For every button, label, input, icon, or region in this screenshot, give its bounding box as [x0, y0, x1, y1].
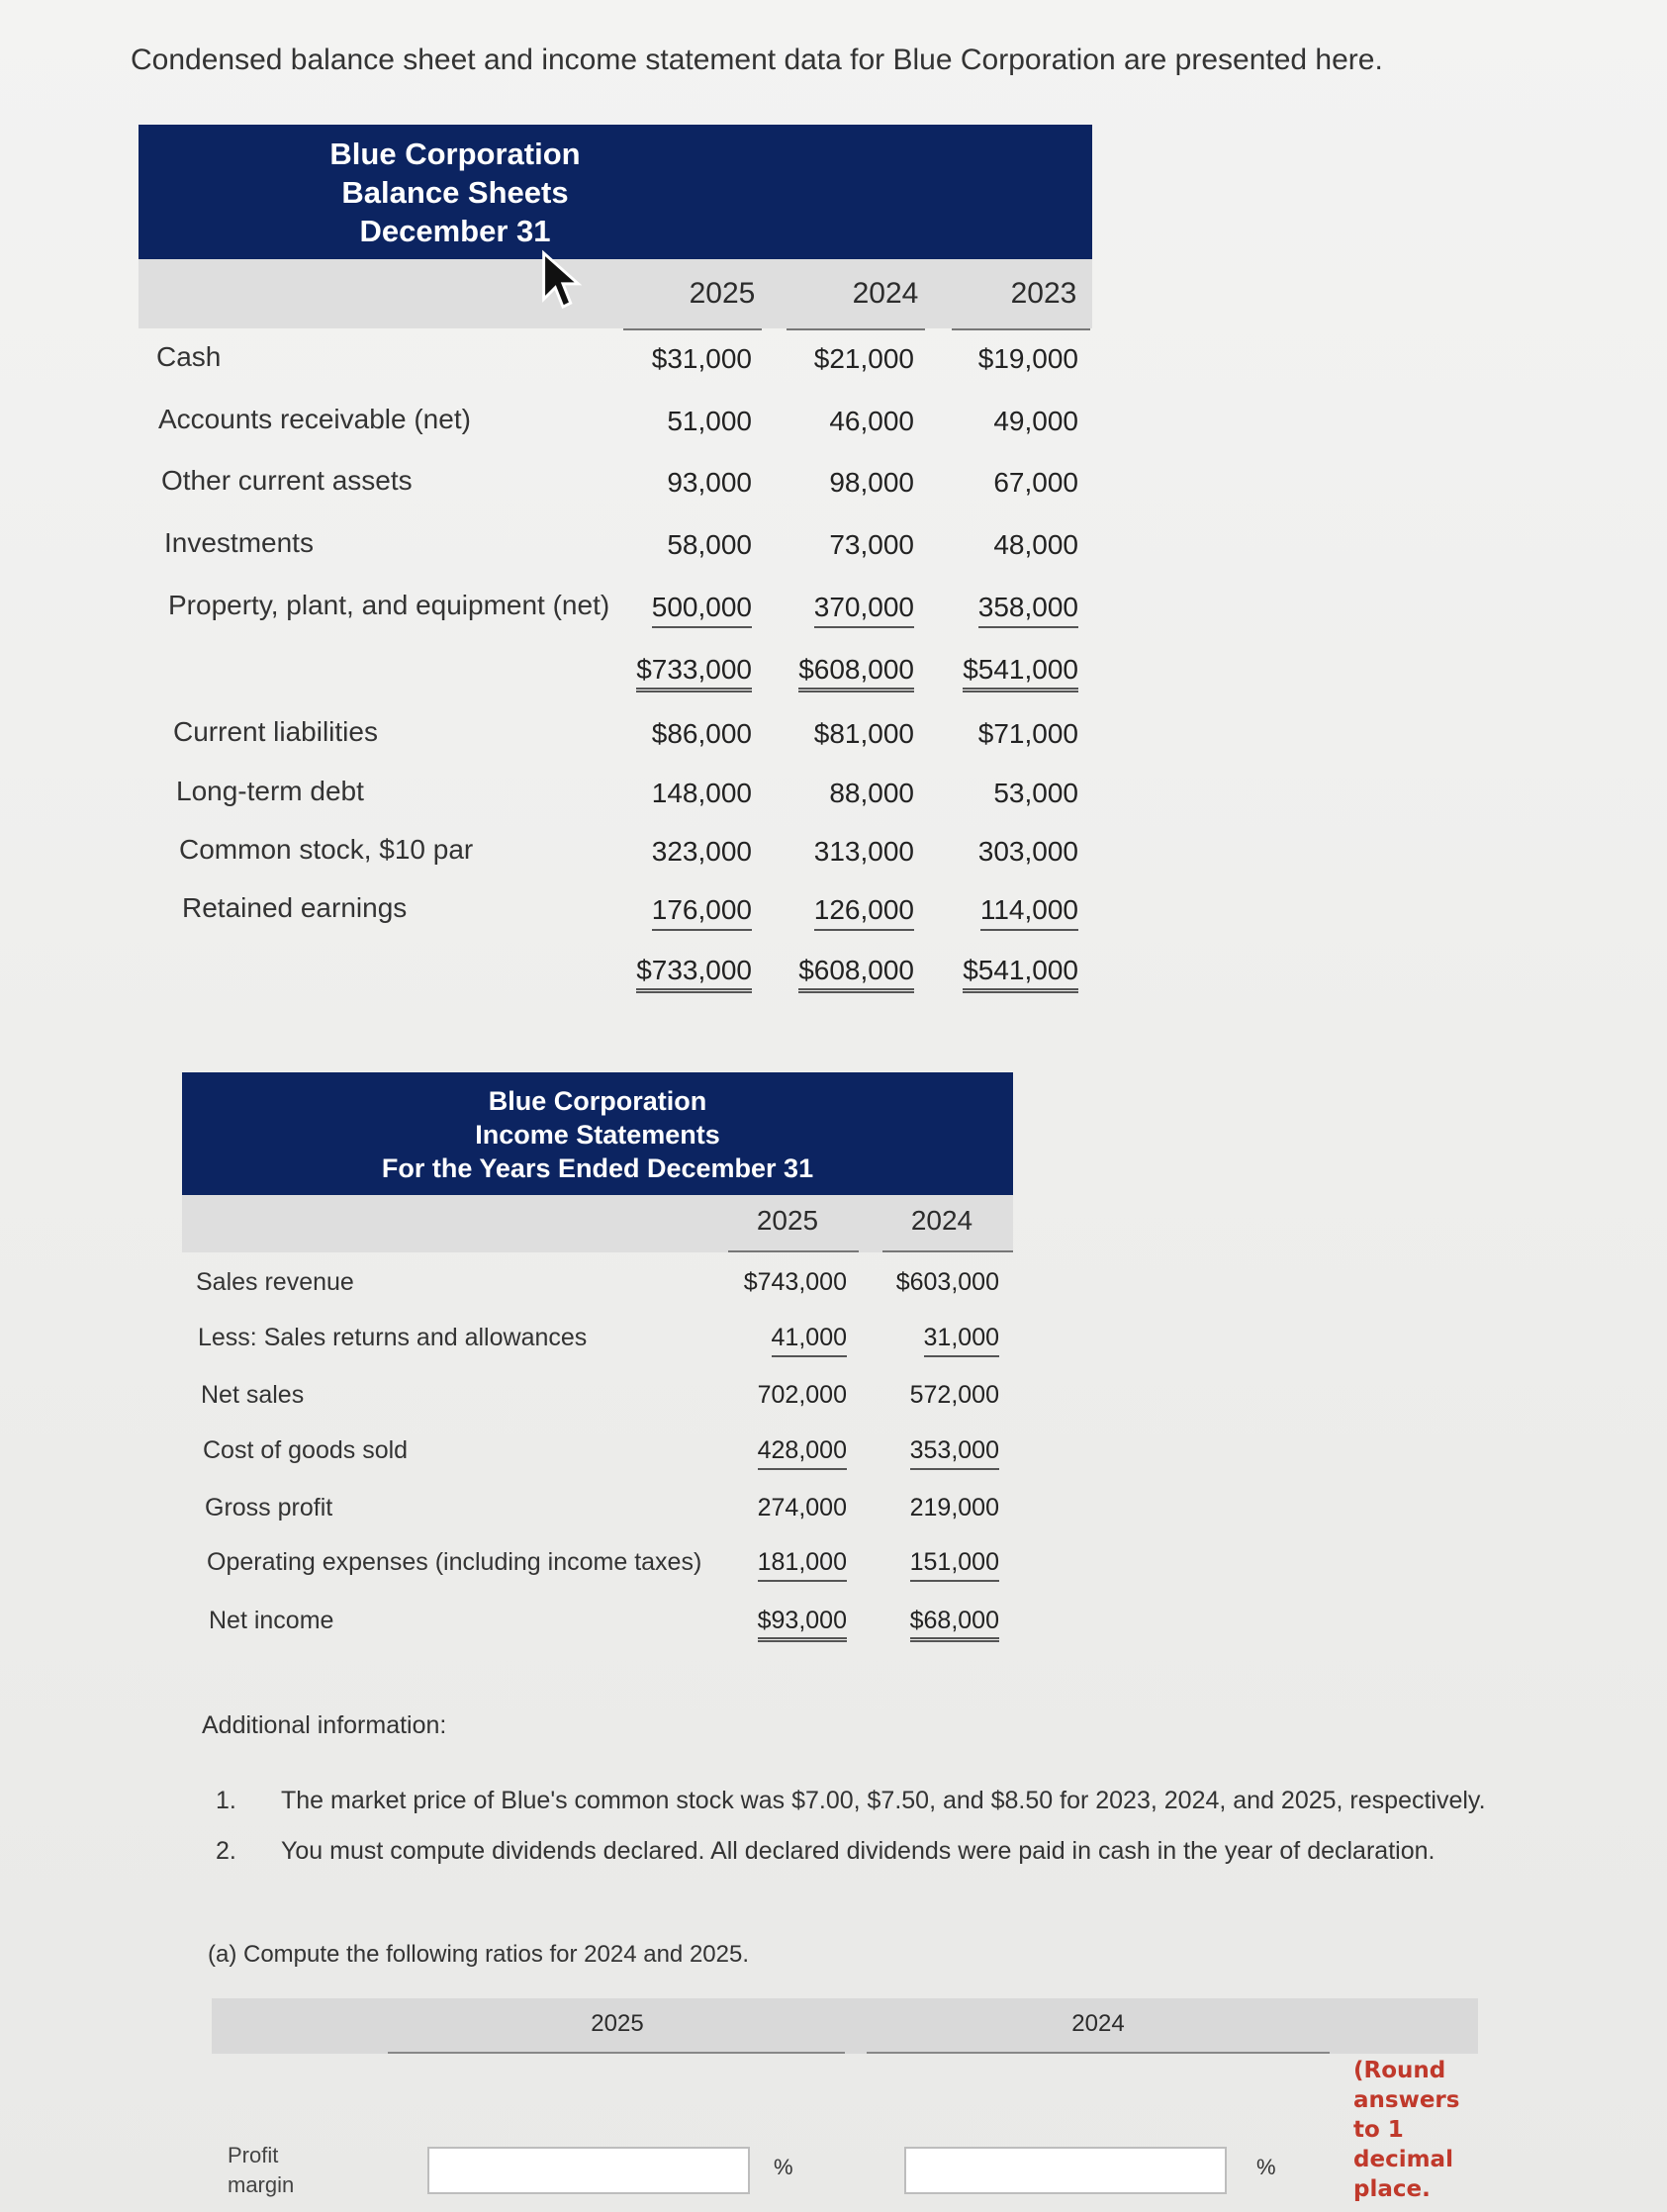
- bs-value-2023: $19,000: [977, 343, 1078, 374]
- bs-row-label: Property, plant, and equipment (net): [168, 590, 610, 620]
- is-row-label: Operating expenses (including income taxes): [207, 1548, 702, 1576]
- bs-value-2025: 176,000: [652, 894, 752, 931]
- mouse-cursor-icon: [539, 249, 587, 311]
- bs-row-label: Accounts receivable (net): [158, 404, 471, 434]
- bs-value-2024: 126,000: [814, 894, 914, 931]
- is-value-2024: 151,000: [910, 1548, 999, 1582]
- bs-value-2025: 500,000: [652, 592, 752, 628]
- ratio-year-2024: 2024: [1071, 2010, 1125, 2037]
- ratio-year-2025: 2025: [591, 2010, 644, 2037]
- bs-value-2025: $86,000: [651, 718, 752, 749]
- bs-value-2025: $733,000: [636, 955, 752, 993]
- profit-margin-label: Profit margin: [228, 2143, 295, 2197]
- is-row-label: Net income: [209, 1607, 334, 1634]
- bs-value-2024: 98,000: [829, 467, 914, 498]
- bs-col-rule: [787, 328, 925, 330]
- is-value-2024: 219,000: [909, 1494, 999, 1521]
- bs-value-2024: $608,000: [798, 955, 914, 993]
- bs-value-2024: 73,000: [829, 529, 914, 560]
- bs-value-2023: $71,000: [977, 718, 1078, 749]
- is-year-2025: 2025: [756, 1205, 819, 1236]
- profit-margin-2024-input[interactable]: [904, 2147, 1227, 2194]
- bs-value-2023: 48,000: [993, 529, 1078, 560]
- is-row-label: Less: Sales returns and allowances: [198, 1324, 588, 1351]
- bs-value-2023: 358,000: [978, 592, 1078, 628]
- income-statement-year-bar: [182, 1195, 1013, 1252]
- bs-row-label: Common stock, $10 par: [179, 834, 474, 865]
- bs-value-2024: 46,000: [829, 406, 914, 436]
- bs-year-2024: 2024: [852, 277, 919, 310]
- is-col-rule: [882, 1250, 1013, 1252]
- bs-value-2025: $733,000: [636, 654, 752, 692]
- bs-value-2024: 88,000: [829, 778, 914, 808]
- part-a-instruction: (a) Compute the following ratios for 2024 and 2025.: [208, 1941, 749, 1968]
- is-value-2025: 428,000: [758, 1436, 847, 1470]
- bs-row-label: Other current assets: [161, 465, 413, 496]
- is-value-2025: 41,000: [772, 1324, 847, 1357]
- bs-value-2025: 58,000: [667, 529, 752, 560]
- is-value-2025: 702,000: [757, 1381, 847, 1409]
- is-value-2024: $603,000: [895, 1268, 999, 1296]
- bs-value-2024: $81,000: [813, 718, 914, 749]
- is-value-2024: 31,000: [924, 1324, 999, 1357]
- bs-value-2023: $541,000: [963, 955, 1078, 993]
- income-statement-title: Blue Corporation Income Statements For the Years Ended December 31: [381, 1086, 814, 1183]
- is-value-2025: $93,000: [758, 1607, 847, 1642]
- bs-value-2025: 323,000: [651, 836, 752, 867]
- is-row-label: Cost of goods sold: [203, 1436, 409, 1464]
- intro-text: Condensed balance sheet and income statement data for Blue Corporation are presented here.: [131, 44, 1383, 76]
- bs-value-2025: $31,000: [651, 343, 752, 374]
- bs-row-label: Current liabilities: [173, 716, 378, 747]
- rounding-note: (Round answers to 1 decimal place.: [1353, 2058, 1460, 2202]
- bs-value-2024: 370,000: [814, 592, 914, 628]
- bs-value-2023: 67,000: [993, 467, 1078, 498]
- is-value-2025: $743,000: [743, 1268, 847, 1296]
- bs-year-2023: 2023: [1010, 277, 1077, 310]
- percent-sign: %: [1256, 2155, 1276, 2179]
- bs-value-2023: 49,000: [993, 406, 1078, 436]
- bs-value-2023: 303,000: [977, 836, 1078, 867]
- additional-info-heading: Additional information:: [202, 1711, 447, 1739]
- is-value-2024: 353,000: [910, 1436, 999, 1470]
- is-year-2024: 2024: [910, 1205, 973, 1236]
- bs-value-2023: 53,000: [993, 778, 1078, 808]
- bs-value-2025: 51,000: [667, 406, 752, 436]
- bs-year-2025: 2025: [689, 277, 756, 310]
- bs-value-2023: $541,000: [963, 654, 1078, 692]
- ratio-col-rule: [867, 2052, 1330, 2054]
- is-value-2024: $68,000: [910, 1607, 999, 1642]
- is-value-2025: 181,000: [758, 1548, 847, 1582]
- ratio-year-bar: [212, 1998, 1478, 2054]
- is-row-label: Net sales: [201, 1381, 305, 1409]
- bs-value-2025: 148,000: [651, 778, 752, 808]
- bs-value-2024: 313,000: [813, 836, 914, 867]
- balance-sheet-year-bar: [139, 259, 1092, 328]
- balance-sheet-title: Blue Corporation Balance Sheets December 31: [329, 137, 581, 248]
- bs-col-rule: [952, 328, 1090, 330]
- list-number: 1.: [216, 1787, 236, 1814]
- bs-row-label: Retained earnings: [182, 892, 408, 923]
- list-number: 2.: [216, 1837, 236, 1865]
- bs-col-rule: [623, 328, 762, 330]
- ratio-col-rule: [388, 2052, 845, 2054]
- bs-value-2023: 114,000: [980, 894, 1078, 931]
- bs-row-label: Investments: [164, 527, 314, 558]
- is-row-label: Sales revenue: [196, 1268, 354, 1296]
- bs-row-label: Long-term debt: [176, 776, 364, 806]
- is-col-rule: [728, 1250, 859, 1252]
- list-item-text: The market price of Blue's common stock was $7.00, $7.50, and $8.50 for 2023, 2024, and 2025, respectively.: [281, 1787, 1486, 1814]
- balance-sheet-header: [139, 125, 1092, 259]
- is-value-2024: 572,000: [909, 1381, 999, 1409]
- is-row-label: Gross profit: [205, 1494, 333, 1521]
- income-statement-header: [182, 1072, 1013, 1195]
- profit-margin-2025-input[interactable]: [427, 2147, 750, 2194]
- bs-row-label: Cash: [156, 341, 222, 372]
- list-item-text: You must compute dividends declared. All declared dividends were paid in cash in the year of declaration.: [281, 1837, 1435, 1865]
- bs-value-2024: $608,000: [798, 654, 914, 692]
- bs-value-2024: $21,000: [813, 343, 914, 374]
- is-value-2025: 274,000: [757, 1494, 847, 1521]
- percent-sign: %: [774, 2155, 793, 2179]
- bs-value-2025: 93,000: [667, 467, 752, 498]
